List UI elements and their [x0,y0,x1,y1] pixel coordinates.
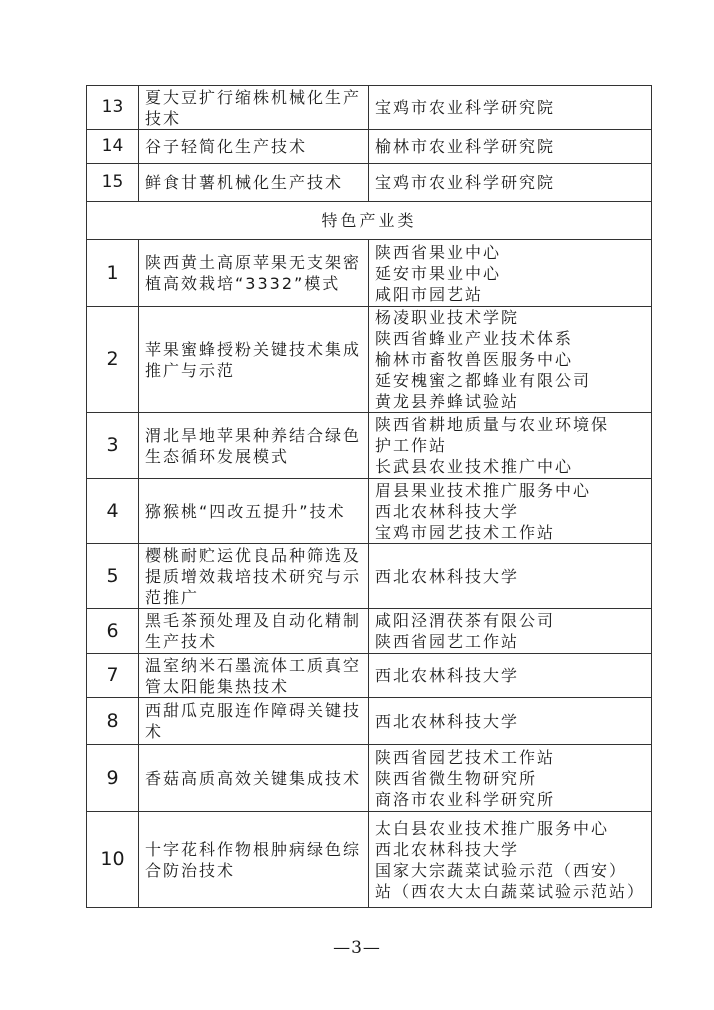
cell-line: 黑毛茶预处理及自动化精制 [145,611,362,630]
cell-line: 香菇高质高效关键集成技术 [145,768,362,788]
cell-line: 陕西省耕地质量与农业环境保 [375,415,610,434]
table-row [87,164,652,202]
organization-cell [369,609,652,654]
cell-line: 范推广 [145,587,200,607]
row-number: 8 [87,698,139,745]
cell-line: 谷子轻简化生产技术 [145,137,308,156]
cell-line: 温室纳米石墨流体工质真空 [145,655,362,675]
cell-line: 植高效栽培“3332”模式 [145,274,341,293]
cell-line: 西北农林科技大学 [375,501,520,521]
project-name-cell [139,164,369,202]
project-table [86,85,652,908]
table-row [87,240,652,307]
cell-line: 管太阳能集热技术 [145,676,290,696]
row-number: 2 [87,307,139,413]
cell-line: 陕西省果业中心 [375,242,502,262]
cell-line: 延安槐蜜之都蜂业有限公司 [375,371,592,390]
organization-cell [369,240,652,307]
cell-line: 榆林市农业科学研究院 [375,137,556,156]
table-row [87,745,652,812]
project-name-cell [139,745,369,812]
cell-line: 延安市果业中心 [375,263,502,283]
cell-line: 鲜食甘薯机械化生产技术 [145,173,344,192]
table-row [87,307,652,413]
table-row [87,812,652,908]
row-number: 4 [87,479,139,544]
section-title: 特色产业类 [87,202,652,240]
project-name-cell [139,544,369,609]
project-name-cell [139,698,369,745]
cell-line: 推广与示范 [145,360,236,380]
cell-line: 站（西农大太白蔬菜试验示范站） [375,881,646,901]
cell-line: 榆林市畜牧兽医服务中心 [375,350,574,369]
cell-line: 西北农林科技大学 [375,711,520,731]
cell-line: 提质增效栽培技术研究与示 [145,566,362,586]
organization-cell [369,164,652,202]
cell-line: 长武县农业技术推广中心 [375,457,574,476]
organization-cell [369,544,652,609]
cell-line: 宝鸡市农业科学研究院 [375,173,556,192]
cell-line: 护工作站 [375,436,448,455]
table-body [87,86,652,908]
table-row [87,86,652,130]
cell-line: 陕西省园艺技术工作站 [375,747,556,767]
cell-line: 咸阳泾渭茯茶有限公司 [375,611,556,630]
row-number: 9 [87,745,139,812]
organization-cell [369,130,652,164]
project-name-cell [139,479,369,544]
row-number: 5 [87,544,139,609]
cell-line: 宝鸡市农业科学研究院 [375,98,556,117]
cell-line: 夏大豆扩行缩株机械化生产 [145,87,362,107]
cell-line: 咸阳市园艺站 [375,284,484,304]
project-name-cell [139,413,369,479]
cell-line: 国家大宗蔬菜试验示范（西安） [375,860,628,880]
row-number: 6 [87,609,139,654]
organization-cell [369,413,652,479]
cell-line: 术 [145,722,164,741]
cell-line: 生态循环发展模式 [145,446,290,466]
cell-line: 樱桃耐贮运优良品种筛选及 [145,545,362,565]
section-row [87,202,652,240]
cell-line: 西北农林科技大学 [375,666,520,685]
cell-line: 西北农林科技大学 [375,839,520,859]
cell-line: 宝鸡市园艺技术工作站 [375,522,556,542]
row-number: 13 [87,86,139,130]
cell-line: 技术 [145,108,182,128]
cell-line: 生产技术 [145,632,218,651]
row-number: 14 [87,130,139,164]
cell-line: 商洛市农业科学研究所 [375,789,556,809]
cell-line: 猕猴桃“四改五提升”技术 [145,501,346,521]
cell-line: 眉县果业技术推广服务中心 [375,480,592,500]
cell-line: 杨凌职业技术学院 [375,308,520,327]
table-row [87,544,652,609]
table-row [87,698,652,745]
project-name-cell [139,130,369,164]
project-name-cell [139,654,369,698]
organization-cell [369,812,652,908]
cell-line: 黄龙县养蜂试验站 [375,392,520,411]
row-number: 15 [87,164,139,202]
organization-cell [369,479,652,544]
table-row [87,479,652,544]
row-number: 3 [87,413,139,479]
cell-line: 太白县农业技术推广服务中心 [375,818,610,838]
cell-line: 十字花科作物根肿病绿色综 [145,839,362,859]
cell-line: 陕西省蜂业产业技术体系 [375,329,574,348]
table-row [87,130,652,164]
project-name-cell [139,812,369,908]
organization-cell [369,698,652,745]
cell-line: 合防治技术 [145,860,236,880]
cell-line: 陕西省微生物研究所 [375,768,538,788]
row-number: 7 [87,654,139,698]
cell-line: 陕西省园艺工作站 [375,632,520,651]
cell-line: 渭北旱地苹果种养结合绿色 [145,425,362,445]
project-name-cell [139,609,369,654]
cell-line: 苹果蜜蜂授粉关键技术集成 [145,339,362,359]
organization-cell [369,307,652,413]
project-name-cell [139,86,369,130]
cell-line: 西甜瓜克服连作障碍关键技 [145,701,362,720]
organization-cell [369,745,652,812]
organization-cell [369,86,652,130]
row-number: 1 [87,240,139,307]
table-row [87,654,652,698]
organization-cell [369,654,652,698]
cell-line: 陕西黄土高原苹果无支架密 [145,253,362,272]
table-row [87,609,652,654]
project-name-cell [139,240,369,307]
row-number: 10 [87,812,139,908]
cell-line: 西北农林科技大学 [375,566,520,586]
page-number: —3— [333,938,381,958]
table-row [87,413,652,479]
project-name-cell [139,307,369,413]
